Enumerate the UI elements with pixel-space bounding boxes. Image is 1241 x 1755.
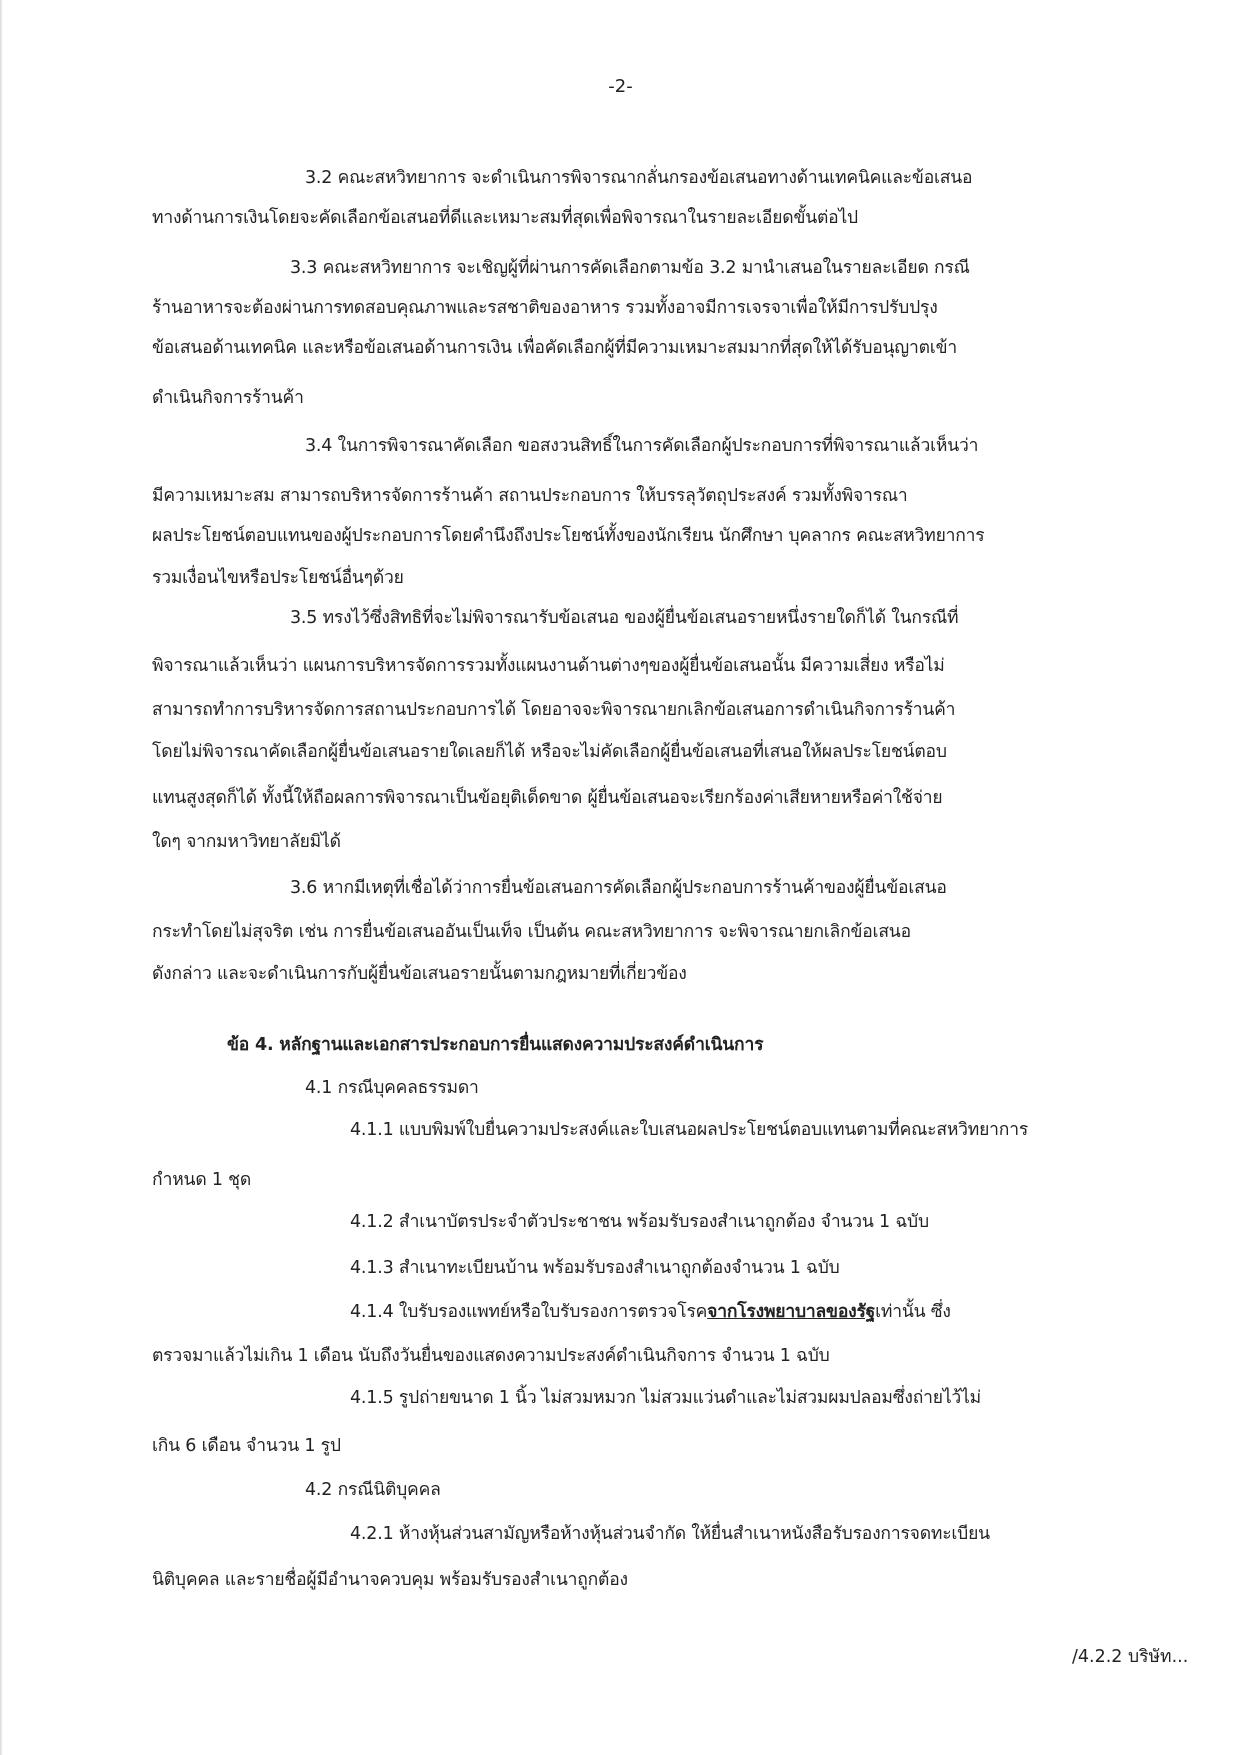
paragraph-3-3-line-1: 3.3 คณะสหวิทยาการ จะเชิญผู้ที่ผ่านการคัดเลือกตามข้อ 3.2 มานำเสนอในรายละเอียด กรณี — [290, 258, 970, 278]
paragraph-3-4-line-3: ผลประโยชน์ตอบแทนของผู้ประกอบการโดยคำนึงถึงประโยชน์ทั้งของนักเรียน นักศึกษา บุคลากร คณะสหวิทยาการ — [152, 526, 985, 546]
paragraph-3-5-line-4: โดยไม่พิจารณาคัดเลือกผู้ยื่นข้อเสนอรายใดเลยก็ได้ หรือจะไม่คัดเลือกผู้ยื่นข้อเสนอที่เสนอให้ผลประโยชน์ตอบ — [152, 742, 947, 762]
item-4-1-2: 4.1.2 สำเนาบัตรประจำตัวประชาชน พร้อมรับรองสำเนาถูกต้อง จำนวน 1 ฉบับ — [350, 1212, 929, 1232]
scan-edge — [0, 0, 3, 1755]
paragraph-3-2-line-2: ทางด้านการเงินโดยจะคัดเลือกข้อเสนอที่ดีและเหมาะสมที่สุดเพื่อพิจารณาในรายละเอียดขั้นต่อไป — [152, 208, 858, 228]
item-4-1-4-text-after: เท่านั้น ซึ่ง — [875, 1302, 951, 1322]
item-4-1-5-line-2: เกิน 6 เดือน จำนวน 1 รูป — [152, 1436, 341, 1456]
item-4-1-4-line-1 — [350, 1300, 951, 1324]
subsection-4-1-heading: 4.1 กรณีบุคคลธรรมดา — [305, 1078, 479, 1098]
paragraph-3-6-line-3: ดังกล่าว และจะดำเนินการกับผู้ยื่นข้อเสนอรายนั้นตามกฎหมายที่เกี่ยวข้อง — [152, 964, 687, 984]
item-4-1-3: 4.1.3 สำเนาทะเบียนบ้าน พร้อมรับรองสำเนาถูกต้องจำนวน 1 ฉบับ — [350, 1258, 840, 1278]
paragraph-3-6-line-2: กระทำโดยไม่สุจริต เช่น การยื่นข้อเสนออันเป็นเท็จ เป็นต้น คณะสหวิทยาการ จะพิจารณายกเลิกข้อเสนอ — [152, 922, 911, 942]
section-4-heading: ข้อ 4. หลักฐานและเอกสารประกอบการยื่นแสดงความประสงค์ดำเนินการ — [227, 1035, 764, 1055]
paragraph-3-6-line-1: 3.6 หากมีเหตุที่เชื่อได้ว่าการยื่นข้อเสนอการคัดเลือกผู้ประกอบการร้านค้าของผู้ยื่นข้อเสนอ — [290, 878, 947, 898]
paragraph-3-3-line-2: ร้านอาหารจะต้องผ่านการทดสอบคุณภาพและรสชาติของอาหาร รวมทั้งอาจมีการเจรจาเพื่อให้มีการปรับปรุง — [152, 298, 938, 318]
subsection-4-2-heading: 4.2 กรณีนิติบุคคล — [305, 1480, 441, 1500]
paragraph-3-4-line-1: 3.4 ในการพิจารณาคัดเลือก ขอสงวนสิทธิ์ในการคัดเลือกผู้ประกอบการที่พิจารณาแล้วเห็นว่า — [305, 436, 979, 456]
paragraph-3-5-line-5: แทนสูงสุดก็ได้ ทั้งนี้ให้ถือผลการพิจารณาเป็นข้อยุติเด็ดขาด ผู้ยื่นข้อเสนอจะเรียกร้องค่าเสียหายหรือค่าใช้จ่าย — [152, 788, 943, 808]
item-4-1-4-text-before: 4.1.4 ใบรับรองแพทย์หรือใบรับรองการตรวจโรค — [350, 1302, 708, 1322]
paragraph-3-5-line-6: ใดๆ จากมหาวิทยาลัยมิได้ — [152, 832, 341, 852]
item-4-1-1-line-2: กำหนด 1 ชุด — [152, 1170, 251, 1190]
paragraph-3-3-line-4: ดำเนินกิจการร้านค้า — [152, 388, 304, 408]
item-4-1-4-underlined-text: จากโรงพยาบาลของรัฐ — [707, 1302, 876, 1322]
paragraph-3-4-line-4: รวมเงื่อนไขหรือประโยชน์อื่นๆด้วย — [152, 568, 404, 588]
item-4-2-1-line-2: นิติบุคคล และรายชื่อผู้มีอำนาจควบคุม พร้อมรับรองสำเนาถูกต้อง — [152, 1570, 628, 1590]
paragraph-3-3-line-3: ข้อเสนอด้านเทคนิค และหรือข้อเสนอด้านการเงิน เพื่อคัดเลือกผู้ที่มีความเหมาะสมมากที่สุดให้ได้รับอนุญาตเข้า — [152, 338, 957, 358]
page-number: -2- — [608, 76, 633, 97]
paragraph-3-5-line-2: พิจารณาแล้วเห็นว่า แผนการบริหารจัดการรวมทั้งแผนงานด้านต่างๆของผู้ยื่นข้อเสนอนั้น มีความเสี่ยง หรือไม่ — [152, 656, 945, 676]
item-4-2-1-line-1: 4.2.1 ห้างหุ้นส่วนสามัญหรือห้างหุ้นส่วนจำกัด ให้ยื่นสำเนาหนังสือรับรองการจดทะเบียน — [350, 1524, 990, 1544]
paragraph-3-4-line-2: มีความเหมาะสม สามารถบริหารจัดการร้านค้า สถานประกอบการ ให้บรรลุวัตถุประสงค์ รวมทั้งพิจารณา — [152, 486, 908, 506]
paragraph-3-5-line-3: สามารถทำการบริหารจัดการสถานประกอบการได้ โดยอาจจะพิจารณายกเลิกข้อเสนอการดำเนินกิจการร้านค้า — [152, 700, 956, 720]
paragraph-3-2-line-1: 3.2 คณะสหวิทยาการ จะดำเนินการพิจารณากลั่นกรองข้อเสนอทางด้านเทคนิคและข้อเสนอ — [305, 168, 973, 188]
item-4-1-5-line-1: 4.1.5 รูปถ่ายขนาด 1 นิ้ว ไม่สวมหมวก ไม่สวมแว่นดำและไม่สวมผมปลอมซึ่งถ่ายไว้ไม่ — [350, 1388, 981, 1408]
item-4-1-4-line-2: ตรวจมาแล้วไม่เกิน 1 เดือน นับถึงวันยื่นของแสดงความประสงค์ดำเนินกิจการ จำนวน 1 ฉบับ — [152, 1346, 830, 1366]
continuation-footer: /4.2.2 บริษัท... — [1072, 1647, 1189, 1667]
paragraph-3-5-line-1: 3.5 ทรงไว้ซึ่งสิทธิที่จะไม่พิจารณารับข้อเสนอ ของผู้ยื่นข้อเสนอรายหนึ่งรายใดก็ได้ ในกรณีที่ — [290, 608, 959, 628]
item-4-1-1-line-1: 4.1.1 แบบพิมพ์ใบยื่นความประสงค์และใบเสนอผลประโยชน์ตอบแทนตามที่คณะสหวิทยาการ — [350, 1120, 1029, 1140]
